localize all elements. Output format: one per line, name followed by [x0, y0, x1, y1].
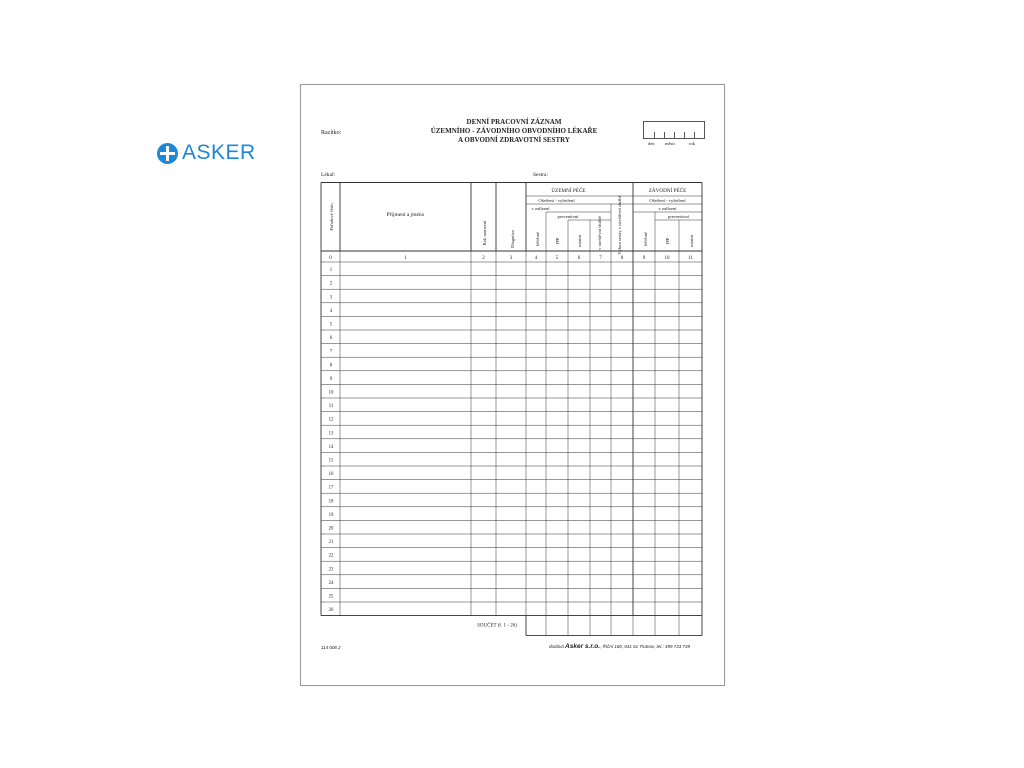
- column-number: 2: [482, 256, 485, 261]
- column-number: 10: [664, 256, 670, 261]
- column-number: 8: [620, 256, 624, 261]
- date-label-month: měsíc: [665, 141, 676, 146]
- row-number: 15: [328, 458, 334, 464]
- title-line: DENNÍ PRACOVNÍ ZÁZNAM: [466, 118, 562, 126]
- row-number: 18: [328, 499, 334, 505]
- row-number: 24: [328, 580, 334, 586]
- row-number: 4: [329, 308, 333, 314]
- header-jpp: JPP: [665, 237, 670, 245]
- column-number: 11: [688, 256, 693, 261]
- column-number: 1: [404, 256, 407, 261]
- header-birth: Rok narození: [482, 220, 487, 246]
- row-number: 3: [329, 295, 333, 301]
- row-number: 16: [328, 472, 334, 478]
- header-treatment: Ošetření - vyšetření: [649, 198, 686, 203]
- row-number: 7: [329, 349, 333, 355]
- header-preventive: preventivní: [557, 214, 579, 219]
- asker-logo: [157, 142, 256, 164]
- row-number: 10: [328, 390, 334, 396]
- row-number: 22: [328, 553, 334, 559]
- column-number: 3: [509, 256, 513, 261]
- header-in-facility: v zařízení: [658, 206, 677, 211]
- column-number: 6: [577, 256, 581, 261]
- date-label-year: rok: [689, 141, 695, 146]
- form-page: [300, 84, 725, 686]
- publisher-name: Asker s.r.o.: [565, 643, 601, 650]
- header-treatment: Ošetření - vyšetření: [538, 198, 575, 203]
- header-curative: léčebné: [643, 231, 648, 247]
- row-number: 23: [328, 567, 334, 573]
- row-number: 12: [328, 417, 334, 423]
- form-code: 114 006 2: [321, 645, 341, 650]
- header-preventive: preventivní: [668, 214, 689, 219]
- header-in-facility: v zařízení: [531, 206, 550, 211]
- row-number: 5: [329, 322, 333, 328]
- header-order: Pořadové číslo: [329, 203, 334, 231]
- row-number: 17: [328, 485, 334, 491]
- doctor-label: Lékař:: [321, 172, 336, 178]
- form-title: [419, 118, 609, 145]
- header-jpp: JPP: [555, 237, 560, 245]
- header-curative: léčebné: [535, 231, 540, 247]
- row-number: 1: [329, 268, 333, 274]
- publisher-line: dodává Asker s.r.o., Říční 160, 041 61 Trutnov, tel.: 499 733 739: [549, 643, 691, 650]
- logo-wordmark: ASKER: [182, 141, 256, 164]
- header-other: ostatní: [689, 234, 694, 248]
- publisher-prefix: dodává: [549, 644, 564, 649]
- header-nurse: Výkon sestry v návštěvní službě: [617, 195, 622, 255]
- column-number: 7: [599, 256, 602, 261]
- header-other: ostatní: [577, 234, 582, 248]
- title-line: ÚZEMNÍHO - ZÁVODNÍHO OBVODNÍHO LÉKAŘE: [430, 127, 598, 135]
- row-number: 19: [328, 512, 334, 518]
- record-table: [321, 179, 704, 639]
- date-box[interactable]: [643, 121, 705, 139]
- header-factory: ZÁVODNÍ PÉČE: [648, 188, 687, 194]
- sum-label: SOUČET (ř. 1 - 26): [477, 623, 517, 629]
- row-number: 9: [329, 376, 333, 382]
- column-number: 5: [555, 256, 559, 261]
- header-diagnosis: Diagnóza: [510, 230, 515, 248]
- row-number: 6: [329, 336, 333, 342]
- row-number: 26: [328, 608, 334, 614]
- row-number: 8: [329, 363, 333, 369]
- asker-logo-icon: [157, 143, 178, 164]
- nurse-label: Sestra:: [533, 172, 548, 178]
- column-number: 9: [642, 256, 646, 261]
- title-line: A OBVODNÍ ZDRAVOTNÍ SESTRY: [458, 136, 570, 144]
- row-number: 13: [328, 431, 334, 437]
- header-emergency: v návštěvní službě: [597, 216, 602, 250]
- header-territorial: ÚZEMNÍ PÉČE: [551, 188, 586, 194]
- row-number: 14: [328, 444, 334, 450]
- stamp-label: Razítko:: [321, 130, 342, 136]
- column-number: 4: [534, 256, 538, 261]
- row-number: 2: [329, 281, 333, 287]
- column-number: 0: [329, 256, 332, 261]
- row-number: 20: [328, 526, 334, 532]
- header-name: Příjmení a jméno: [386, 212, 425, 218]
- date-label-day: den: [648, 141, 655, 146]
- row-number: 25: [328, 594, 334, 600]
- row-number: 21: [328, 540, 334, 546]
- row-number: 11: [328, 404, 334, 410]
- publisher-address: Říční 160, 041 61 Trutnov, tel.: 499 733 739: [602, 644, 691, 649]
